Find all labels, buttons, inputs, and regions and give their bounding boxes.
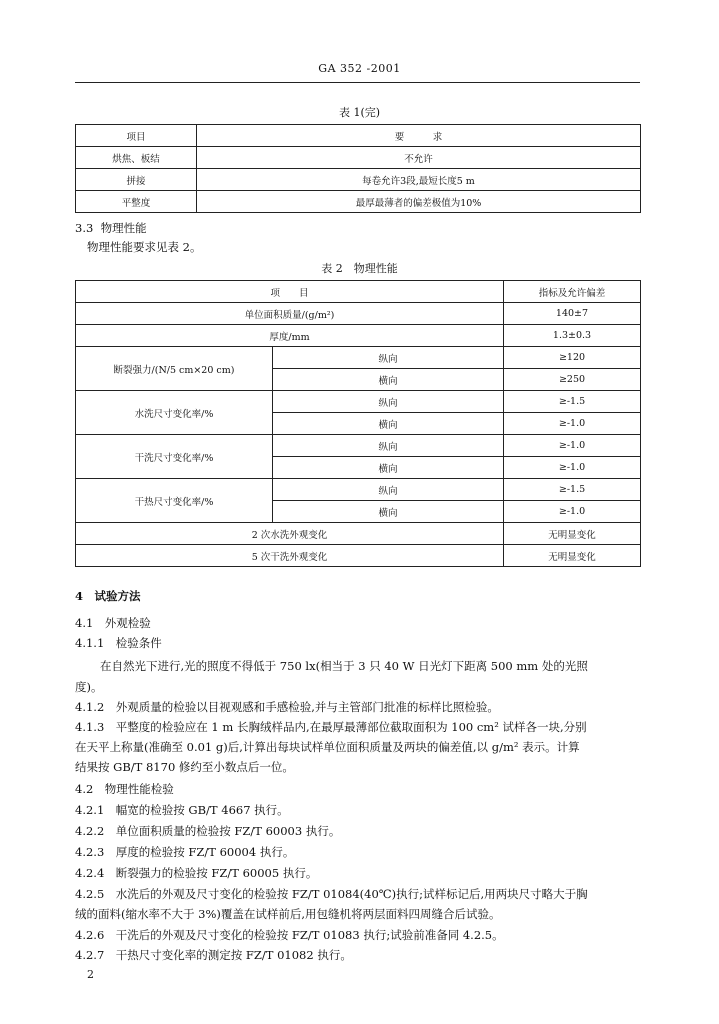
- paragraph: 4.2.3 厚度的检验按 FZ/T 60004 执行。: [75, 845, 295, 859]
- table-header-cell: 项目: [76, 125, 197, 147]
- paragraph: 4.2.2 单位面积质量的检验按 FZ/T 60003 执行。: [75, 824, 341, 838]
- paragraph: 4.2.6 干洗后的外观及尺寸变化的检验按 FZ/T 01083 执行;试验前准备同 4.2.5。: [75, 928, 504, 942]
- table-row: [76, 303, 641, 325]
- table-row: [76, 125, 641, 147]
- table-header-cell: 要 求: [197, 125, 641, 147]
- table-row: [76, 347, 641, 369]
- table-cell: 1.3±0.3: [504, 325, 641, 347]
- table-cell: 横向: [273, 457, 504, 479]
- table-row: [76, 435, 641, 457]
- table-cell: 5 次干洗外观变化: [76, 545, 504, 567]
- table-cell: 单位面积质量/(g/m²): [76, 303, 504, 325]
- table-row: [76, 545, 641, 567]
- section-4-1-1-heading: 4.1.1 检验条件: [75, 636, 162, 650]
- section-4-1-heading: 4.1 外观检验: [75, 616, 151, 630]
- paragraph: 4.2.5 水洗后的外观及尺寸变化的检验按 FZ/T 01084(40℃)执行;试样标记后,用两块尺寸略大于胸: [75, 887, 588, 901]
- paragraph: 度)。: [75, 680, 103, 694]
- table-row: [76, 479, 641, 501]
- table-cell: ≥250: [504, 369, 641, 391]
- table-header-cell: 指标及允许偏差: [504, 281, 641, 303]
- doc-header-code: GA 352 -2001: [318, 62, 401, 75]
- table-cell: 140±7: [504, 303, 641, 325]
- table-cell: 干热尺寸变化率/%: [76, 479, 273, 523]
- table-cell: 纵向: [273, 391, 504, 413]
- paragraph: 4.1.2 外观质量的检验以目视观感和手感检验,并与主管部门批准的标样比照检验。: [75, 700, 499, 714]
- table-cell: 平整度: [76, 191, 197, 213]
- table-cell: 水洗尺寸变化率/%: [76, 391, 273, 435]
- table-cell: ≥-1.0: [504, 435, 641, 457]
- page-number: 2: [87, 968, 94, 981]
- paragraph: 在天平上称量(准确至 0.01 g)后,计算出每块试样单位面积质量及两块的偏差值,以 g/m² 表示。计算: [75, 740, 580, 754]
- table-cell: 横向: [273, 413, 504, 435]
- section-number: 3.3: [75, 221, 94, 235]
- table-cell: ≥-1.0: [504, 413, 641, 435]
- section-3-3-heading: [75, 219, 147, 238]
- table-row: [76, 523, 641, 545]
- header-rule: [75, 82, 640, 83]
- table-cell: 厚度/mm: [76, 325, 504, 347]
- paragraph: 4.2.4 断裂强力的检验按 FZ/T 60005 执行。: [75, 866, 318, 880]
- table1: [75, 124, 641, 213]
- section-4-heading: 4 试验方法: [75, 589, 141, 603]
- table-cell: ≥-1.5: [504, 391, 641, 413]
- table-cell: ≥-1.0: [504, 501, 641, 523]
- table-cell: 纵向: [273, 479, 504, 501]
- table-cell: 无明显变化: [504, 545, 641, 567]
- table-cell: ≥-1.5: [504, 479, 641, 501]
- table1-caption: 表 1(完): [338, 106, 381, 119]
- table-cell: ≥-1.0: [504, 457, 641, 479]
- section-title: 物理性能: [100, 221, 147, 235]
- table2: [75, 280, 641, 567]
- table-cell: 纵向: [273, 435, 504, 457]
- table-cell: 每卷允许3段,最短长度5 m: [197, 169, 641, 191]
- paragraph: 绒的面料(缩水率不大于 3%)覆盖在试样前后,用包缝机将两层面料四周缝合后试验。: [75, 907, 501, 921]
- table-cell: 2 次水洗外观变化: [76, 523, 504, 545]
- table2-caption: 表 2 物理性能: [321, 262, 398, 275]
- table-cell: 断裂强力/(N/5 cm×20 cm): [76, 347, 273, 391]
- table-row: [76, 391, 641, 413]
- section-3-3-text: 物理性能要求见表 2。: [87, 240, 202, 254]
- paragraph: 4.2.1 幅宽的检验按 GB/T 4667 执行。: [75, 803, 289, 817]
- table-row: [76, 281, 641, 303]
- table-cell: 横向: [273, 501, 504, 523]
- table-cell: 拼接: [76, 169, 197, 191]
- table-cell: 不允许: [197, 147, 641, 169]
- table-cell: 干洗尺寸变化率/%: [76, 435, 273, 479]
- table-header-cell: 项 目: [76, 281, 504, 303]
- paragraph: 4.2.7 干热尺寸变化率的测定按 FZ/T 01082 执行。: [75, 948, 352, 962]
- table-cell: 最厚最薄者的偏差极值为10%: [197, 191, 641, 213]
- paragraph: 在自然光下进行,光的照度不得低于 750 lx(相当于 3 只 40 W 日光灯下距离 500 mm 处的光照: [100, 659, 588, 673]
- paragraph: 结果按 GB/T 8170 修约至小数点后一位。: [75, 760, 294, 774]
- section-4-2-heading: 4.2 物理性能检验: [75, 782, 174, 796]
- paragraph: 4.1.3 平整度的检验应在 1 m 长胸绒样品内,在最厚最薄部位截取面积为 100 cm² 试样各一块,分别: [75, 720, 587, 734]
- table-cell: 纵向: [273, 347, 504, 369]
- table-row: [76, 169, 641, 191]
- table-row: [76, 325, 641, 347]
- table-row: [76, 191, 641, 213]
- table-row: [76, 147, 641, 169]
- table-cell: 无明显变化: [504, 523, 641, 545]
- table-cell: 横向: [273, 369, 504, 391]
- table-cell: 烘焦、板结: [76, 147, 197, 169]
- table-cell: ≥120: [504, 347, 641, 369]
